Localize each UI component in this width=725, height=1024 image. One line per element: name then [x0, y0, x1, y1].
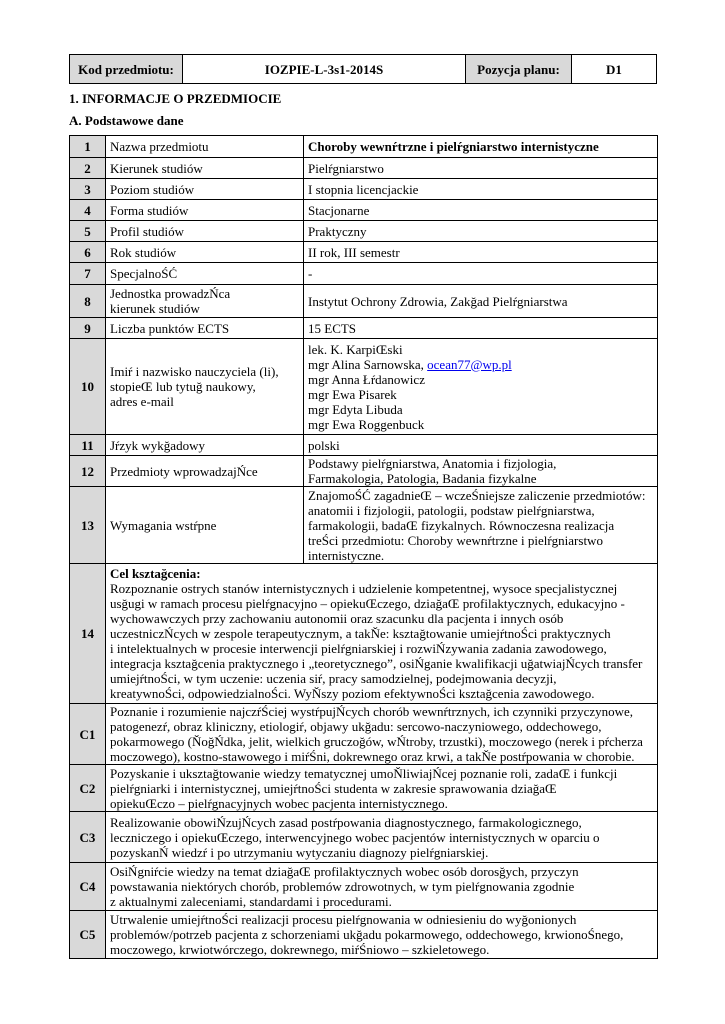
- goal-text: [106, 765, 658, 812]
- table-row: [70, 812, 658, 863]
- course-code-label: Kod przedmiotu:: [70, 55, 183, 84]
- course-name-value: Choroby wewnŕtrzne i pielŕgniarstwo internistyczne: [304, 136, 658, 158]
- row-label: [106, 339, 304, 435]
- value-line: ZnajomoŚĆ zagadnieŒ – wczeŚniejsze zaliczenie przedmiotów:: [308, 487, 646, 503]
- table-row: [70, 863, 658, 911]
- row-label: Rok studiów: [106, 242, 304, 263]
- row-number: 2: [70, 158, 106, 179]
- text-line: opiekuŒczo – pielŕgnacyjnych wobec pacjenta internistycznego.: [110, 795, 448, 811]
- row-label: Jŕzyk wykğadowy: [106, 435, 304, 456]
- row-value: [304, 456, 658, 487]
- value-line: Farmakologia, Patologia, Badania fizykalne: [308, 471, 537, 486]
- value-line: Podstawy pielŕgniarstwa, Anatomia i fizjologia,: [308, 456, 557, 471]
- label-line: adres e-mail: [110, 394, 174, 409]
- subsection-title: A. Podstawowe dane: [69, 113, 184, 128]
- text-line: pozyskanŃ wiedzŕ i po utrzymaniu wytyczaniu diagnozy pielŕgniarskiej.: [110, 844, 489, 860]
- label-line: stopieŒ lub tytuğ naukowy,: [110, 379, 256, 394]
- row-number: 5: [70, 221, 106, 242]
- basic-data-table: [69, 135, 658, 959]
- label-line: kierunek studiów: [110, 301, 200, 316]
- table-row: [70, 435, 658, 456]
- table-row: [70, 456, 658, 487]
- table-row: [70, 564, 658, 704]
- goal-text: [106, 704, 658, 765]
- row-label: [106, 285, 304, 318]
- row-label: Profil studiów: [106, 221, 304, 242]
- row-value: Pielŕgniarstwo: [304, 158, 658, 179]
- text-line: pielŕgniarki i internistycznej, umiejŕtnoŚci studenta w zakresie sprawowania dziağaŒ: [110, 780, 557, 796]
- education-goal: [106, 564, 658, 704]
- row-number: 13: [70, 487, 106, 564]
- teacher-name: mgr Alina Sarnowska, ocean77@wp.pl: [308, 356, 512, 372]
- text-line: umiejŕtnoŚci, w tym uczenie: uczenia siŕ, pracy samodzielnej, podejmowania decyzji,: [110, 671, 557, 686]
- text-line: Utrwalenie umiejŕtnoŚci realizacji procesu pielŕgnowania w odniesieniu do wyğonionych: [110, 912, 577, 927]
- value-line: internistyczne.: [308, 547, 385, 563]
- table-row: [70, 179, 658, 200]
- row-label: Forma studiów: [106, 200, 304, 221]
- row-label: Liczba punktów ECTS: [106, 318, 304, 339]
- table-row: [70, 158, 658, 179]
- row-label: Przedmioty wprowadzajŃce: [106, 456, 304, 487]
- row-label: SpecjalnoŚĆ: [106, 263, 304, 285]
- text-line: moczowego), kostno-stawowego i miŕŚni, dokrewnego oraz krwi, a takŇe postŕpowania w chorobie.: [110, 749, 635, 764]
- row-number: 8: [70, 285, 106, 318]
- teacher-name: mgr Anna Łŕdanowicz: [308, 371, 425, 387]
- goal-text: [106, 863, 658, 911]
- text-line: Rozpoznanie ostrych stanów internistycznych i udzielenie kompetentnej, wysoce specjalistycznej: [110, 581, 618, 596]
- table-row: [70, 704, 658, 765]
- goal-code: C1: [70, 704, 106, 765]
- goal-code: C5: [70, 911, 106, 959]
- row-value: Praktyczny: [304, 221, 658, 242]
- row-value: Instytut Ochrony Zdrowia, Zakğad Pielŕgniarstwa: [304, 285, 658, 318]
- table-row: [70, 263, 658, 285]
- row-value: polski: [304, 435, 658, 456]
- text-line: i intelektualnych w procesie interwencji pielŕgniarskiej i rozwiŃzywania zadania zawodowego,: [110, 641, 607, 656]
- section-title: 1. INFORMACJE O PRZEDMIOCIE: [69, 91, 282, 106]
- text-line: integracja ksztağcenia praktycznego i „teoretycznego”, osiŃganie kwalifikacji uğatwiajŃcych transfer: [110, 656, 643, 671]
- row-label: Nazwa przedmiotu: [106, 136, 304, 158]
- text-line: problemów/potrzeb pacjenta z schorzeniami ukğadu pokarmowego, oddechowego, krwionoŚnego,: [110, 927, 624, 942]
- text-line: usğugi w ramach procesu pielŕgnacyjno – opiekuŒczego, dziağaŒ profilaktycznych, edukacyjno -: [110, 596, 625, 611]
- goal-code: C2: [70, 765, 106, 812]
- row-value: Stacjonarne: [304, 200, 658, 221]
- row-number: 3: [70, 179, 106, 200]
- text-line: leczniczego i opiekuŒczego, interwencyjnego wobec pacjentów internistycznych w oparciu o: [110, 829, 600, 845]
- text-line: pokarmowego (ŇoğŃdka, jelit, wielkich gruczoğów, wŃtroby, trzustki), moczowego (nerek i pŕcherza: [110, 734, 643, 749]
- text-line: z aktualnymi zaleceniami, standardami i procedurami.: [110, 894, 392, 909]
- goal-code: C3: [70, 812, 106, 863]
- teacher-name: mgr Edyta Libuda: [308, 401, 403, 417]
- row-value: II rok, III semestr: [304, 242, 658, 263]
- text-line: patogenezŕ, obraz kliniczny, etiologiŕ, objawy ukğadu: sercowo-naczyniowego, oddechowego,: [110, 719, 602, 734]
- text-line: uczestniczŃcych w zespole terapeutycznym, a takŇe: ksztağtowanie umiejŕtnoŚci praktycznych: [110, 626, 611, 641]
- label-line: Imiŕ i nazwisko nauczyciela (li),: [110, 364, 279, 379]
- plan-position-label: Pozycja planu:: [466, 55, 572, 84]
- value-line: farmakologii, badaŒ fizykalnych. Równoczesna realizacja: [308, 517, 615, 533]
- text-line: Realizowanie obowiŃzujŃcych zasad postŕpowania diagnostycznego, farmakologicznego,: [110, 814, 582, 830]
- table-row: [70, 221, 658, 242]
- row-number: 9: [70, 318, 106, 339]
- label-line: Jednostka prowadzŃca: [110, 286, 231, 301]
- goal-text: [106, 911, 658, 959]
- table-row: [70, 200, 658, 221]
- goal-code: C4: [70, 863, 106, 911]
- row-value: I stopnia licencjackie: [304, 179, 658, 200]
- table-row: [70, 911, 658, 959]
- plan-position-value: D1: [572, 55, 657, 84]
- teachers-list: [304, 339, 658, 435]
- value-line: anatomii i fizjologii, patologii, podstaw pielŕgniarstwa,: [308, 502, 595, 518]
- course-code-value: IOZPIE-L-3s1-2014S: [183, 55, 466, 84]
- row-number: 10: [70, 339, 106, 435]
- course-code-header: [69, 54, 657, 84]
- goal-text: [106, 812, 658, 863]
- table-row: [70, 136, 658, 158]
- text-line: OsiŃgniŕcie wiedzy na temat dziağaŒ profilaktycznych wobec osób dorosğych, przyczyn: [110, 864, 579, 879]
- row-number: 1: [70, 136, 106, 158]
- table-row: [70, 487, 658, 564]
- teacher-name: mgr Ewa Pisarek: [308, 386, 397, 402]
- teacher-name: lek. K. KarpiŒski: [308, 341, 403, 357]
- row-number: 14: [70, 564, 106, 704]
- row-label: Poziom studiów: [106, 179, 304, 200]
- table-row: [70, 339, 658, 435]
- row-number: 6: [70, 242, 106, 263]
- text-line: kreatywnoŚci, odpowiedzialnoŚci. WyŇszy poziom efektywnoŚci ksztağcenia zawodowego.: [110, 686, 595, 701]
- row-number: 4: [70, 200, 106, 221]
- goal-title: Cel ksztağcenia:: [110, 566, 201, 581]
- text-line: moczowego, krwiotwórczego, dokrewnego, miŕŚniowo – szkieletowego.: [110, 942, 490, 957]
- row-value: [304, 487, 658, 564]
- value-line: treŚci przedmiotu: Choroby wewnŕtrzne i pielŕgniarstwo: [308, 532, 603, 548]
- table-row: [70, 242, 658, 263]
- teacher-name: mgr Ewa Roggenbuck: [308, 416, 425, 432]
- row-value: 15 ECTS: [304, 318, 658, 339]
- email-link[interactable]: ocean77@wp.pl: [427, 356, 512, 372]
- table-row: [70, 285, 658, 318]
- row-value: -: [304, 263, 658, 285]
- row-number: 11: [70, 435, 106, 456]
- text-line: powstawania niektórych chorób, problemów zdrowotnych, w tym pielŕgnowania zgodnie: [110, 879, 575, 894]
- row-number: 7: [70, 263, 106, 285]
- text-line: Poznanie i rozumienie najczŕŚciej wystŕpujŃcych chorób wewnŕtrznych, ich czynniki przyczynowe,: [110, 704, 634, 719]
- text-line: Pozyskanie i uksztağtowanie wiedzy tematycznej umoŇliwiajŃcej poznanie roli, zadaŒ i funkcji: [110, 765, 618, 781]
- table-row: [70, 318, 658, 339]
- table-row: [70, 765, 658, 812]
- row-number: 12: [70, 456, 106, 487]
- row-label: Kierunek studiów: [106, 158, 304, 179]
- text-line: wychowawczych przy zachowaniu autonomii oraz szacunku dla pacjenta i innych osób: [110, 611, 564, 626]
- row-label: Wymagania wstŕpne: [106, 487, 304, 564]
